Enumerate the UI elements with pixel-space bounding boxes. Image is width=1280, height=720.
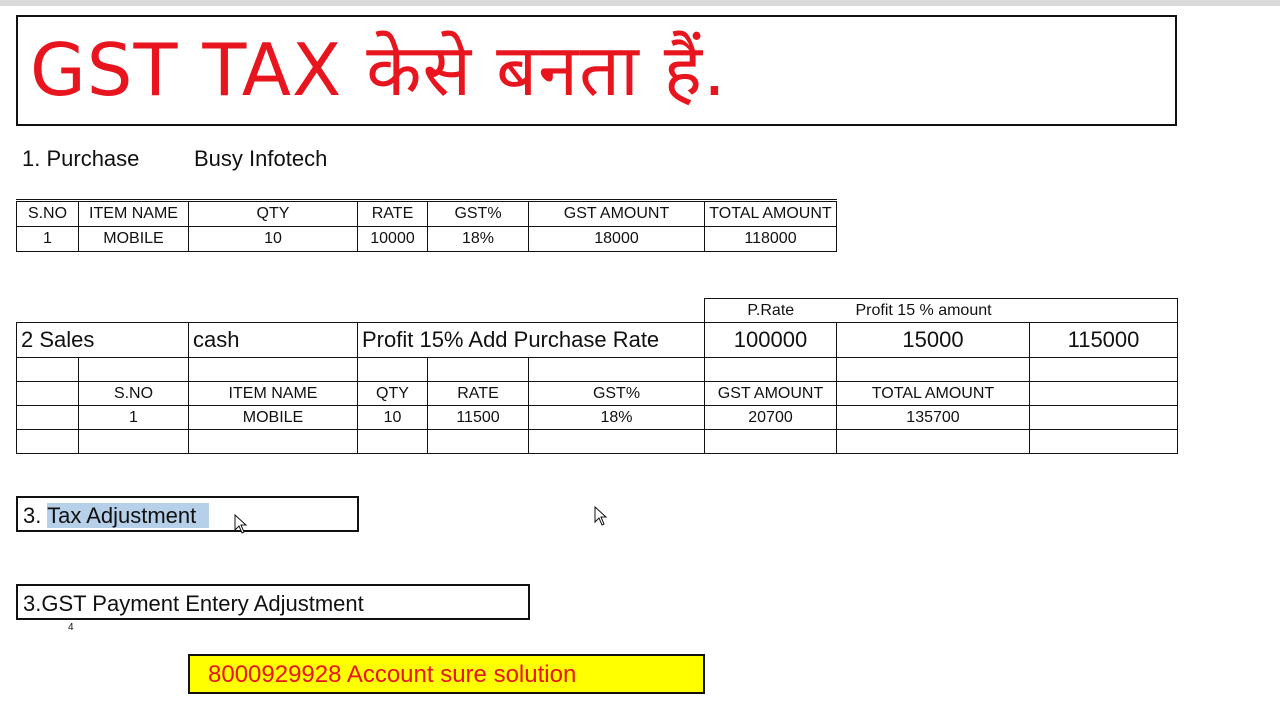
header-cell: S.NO [17, 201, 79, 227]
cell: 1 [79, 406, 189, 430]
profit-value: 15000 [837, 323, 1030, 358]
mouse-pointer-icon [234, 514, 248, 534]
empty-row [17, 430, 1178, 454]
tax-adjustment-label[interactable]: Tax Adjustment [47, 503, 197, 528]
sales-label-row [17, 299, 1178, 323]
sale-rate-value: 115000 [1030, 323, 1178, 358]
cell: 10000 [358, 227, 428, 252]
table-row [17, 406, 1178, 430]
purchase-vendor: Busy Infotech [194, 146, 328, 171]
header-cell: ITEM NAME [189, 382, 358, 406]
header-cell: ITEM NAME [79, 201, 189, 227]
profit-note: Profit 15% Add Purchase Rate [358, 323, 705, 358]
contact-banner [188, 654, 705, 694]
cell: 18000 [529, 227, 705, 252]
header-cell: RATE [358, 201, 428, 227]
sales-heading: 2 Sales [17, 323, 189, 358]
p-rate-value: 100000 [705, 323, 837, 358]
header-cell: RATE [428, 382, 529, 406]
tax-adjustment-box [16, 496, 359, 532]
gst-payment-box [16, 584, 530, 620]
header-cell: GST AMOUNT [529, 201, 705, 227]
empty-row [17, 358, 1178, 382]
cell: 10 [358, 406, 428, 430]
sales-table [16, 298, 1178, 454]
top-border [0, 0, 1280, 6]
cell: 1 [17, 227, 79, 252]
profit-amount-label: Profit 15 % amount [837, 299, 1178, 323]
table-header-row [17, 382, 1178, 406]
header-cell: GST AMOUNT [705, 382, 837, 406]
sales-mode: cash [189, 323, 358, 358]
cell: 18% [428, 227, 529, 252]
purchase-heading: 1. Purchase [22, 146, 140, 171]
page-title: GST TAX केसे बनता हैं. [30, 28, 727, 112]
header-cell: S.NO [79, 382, 189, 406]
contact-banner-text: 8000929928 Account sure solution [208, 661, 577, 688]
gst-payment-label: 3.GST Payment Entery Adjustment [23, 591, 364, 616]
cell: MOBILE [79, 227, 189, 252]
header-cell: GST% [428, 201, 529, 227]
header-cell: QTY [189, 201, 358, 227]
p-rate-label: P.Rate [705, 299, 837, 323]
cell: 18% [529, 406, 705, 430]
tax-adjustment-prefix: 3. [23, 503, 42, 528]
header-cell: TOTAL AMOUNT [837, 382, 1030, 406]
sales-summary-row [17, 323, 1178, 358]
cell: 135700 [837, 406, 1030, 430]
header-cell: QTY [358, 382, 428, 406]
cell: 20700 [705, 406, 837, 430]
cell: 118000 [705, 227, 837, 252]
header-cell: GST% [529, 382, 705, 406]
cell: 10 [189, 227, 358, 252]
cell: 11500 [428, 406, 529, 430]
cell: MOBILE [189, 406, 358, 430]
table-header-row [17, 201, 837, 227]
mouse-pointer-icon [594, 506, 608, 526]
small-mark: 4 [68, 622, 74, 633]
header-cell: TOTAL AMOUNT [705, 201, 837, 227]
purchase-table [16, 199, 837, 252]
table-row [17, 227, 837, 252]
